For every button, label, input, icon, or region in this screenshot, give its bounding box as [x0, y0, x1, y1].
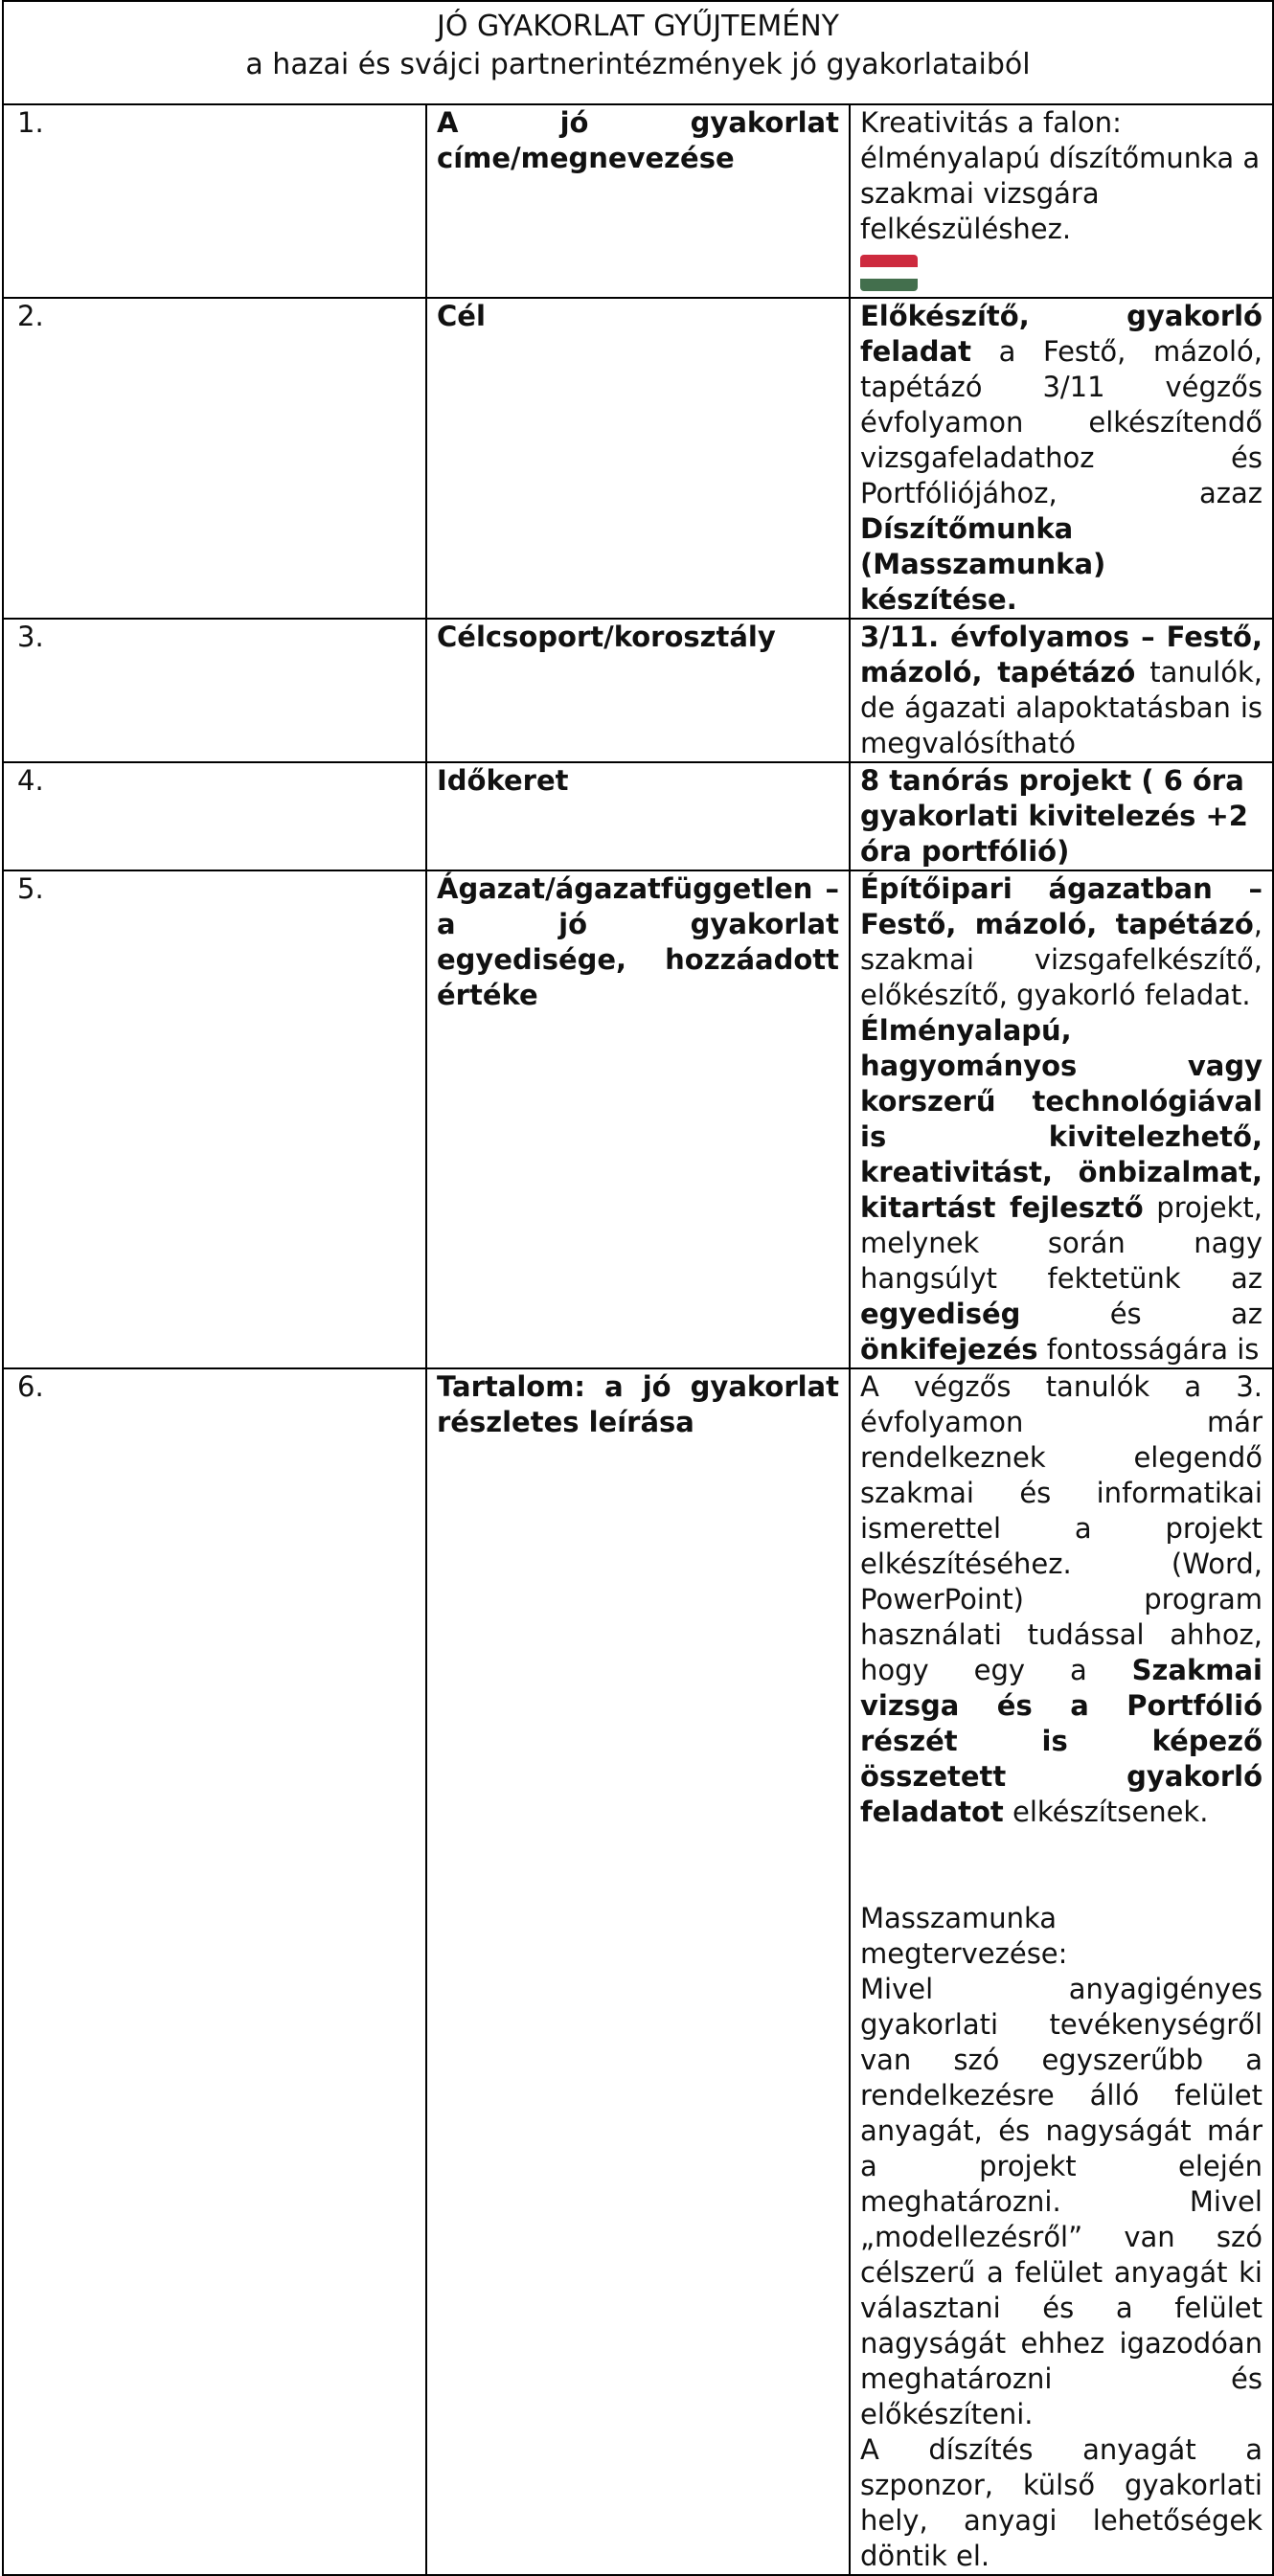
document-title: JÓ GYAKORLAT GYŰJTEMÉNY	[437, 10, 839, 43]
sector-bold-1: Építőipari ágazatban – Festő, mázoló, tapétázó	[860, 872, 1263, 940]
table-header-cell	[3, 1, 1273, 104]
row-content	[850, 298, 1273, 619]
content-text-1: A végzős tanulók a 3. évfolyamon már rendelkeznek elegendő szakmai és informatikai ismerettel a projekt elkészítéséhez. (Word, PowerPoint) program használati tudással ahhoz, hogy egy a	[860, 1370, 1263, 1686]
row-number: 3.	[3, 619, 426, 762]
sector-bold-2: Élményalapú, hagyományos vagy korszerű technológiával is kivitelezhető, kreativitást, önbizalmat, kitartást fejlesztő	[860, 1014, 1263, 1224]
table-header-row	[3, 1, 1273, 104]
good-practice-table	[2, 0, 1274, 2576]
row-number: 1.	[3, 104, 426, 298]
content-paragraph-1	[860, 1369, 1263, 1830]
table-row	[3, 619, 1273, 762]
row-label: Tartalom: a jó gyakorlat részletes leírása	[426, 1368, 850, 2575]
row-content	[850, 870, 1273, 1368]
row-number: 6.	[3, 1368, 426, 2575]
goal-bold-1: Előkészítő, gyakorló feladat	[860, 300, 1263, 368]
sector-bold-4: önkifejezés	[860, 1333, 1038, 1366]
content-bold-1: Szakmai vizsga és a Portfólió részét is képező összetett gyakorló feladatot	[860, 1654, 1263, 1828]
row-content	[850, 104, 1273, 298]
timeframe-bold: 8 tanórás projekt ( 6 óra gyakorlati kivitelezés +2 óra portfólió)	[860, 764, 1248, 868]
content-paragraph-3: Mivel anyagigényes gyakorlati tevékenységről van szó egyszerűbb a rendelkezésre álló felület anyagát, és nagyságát már a projekt elején meghatározni. Mivel „modellezésről” van szó célszerű a felület anyagát ki választani és a felület nagyságát ehhez igazodóan meghatározni és előkészíteni.	[860, 1973, 1263, 2430]
goal-bold-2: Díszítőmunka (Masszamunka) készítése.	[860, 512, 1106, 616]
sector-text-3: és az	[1020, 1298, 1263, 1330]
row-number: 2.	[3, 298, 426, 619]
document-subtitle: a hazai és svájci partnerintézmények jó gyakorlataiból	[245, 48, 1031, 81]
table-row	[3, 762, 1273, 870]
row-label: Időkeret	[426, 762, 850, 870]
target-text: tanulók, de ágazati alapoktatásban is megvalósítható	[860, 656, 1263, 759]
row-content	[850, 1368, 1273, 2575]
table-row	[3, 1368, 1273, 2575]
sector-bold-3: egyediség	[860, 1298, 1021, 1330]
row-number: 4.	[3, 762, 426, 870]
row-label: Cél	[426, 298, 850, 619]
sector-text-2: projekt, melynek során nagy hangsúlyt fektetünk az	[860, 1191, 1263, 1295]
sector-text-4: fontosságára is	[1037, 1333, 1260, 1366]
row-content	[850, 619, 1273, 762]
table-row	[3, 298, 1273, 619]
practice-title-text: Kreativitás a falon: élményalapú díszítőmunka a szakmai vizsgára felkészüléshez.	[860, 106, 1261, 245]
content-text-2: elkészítsenek.	[1003, 1796, 1209, 1828]
sector-text-1: , szakmai vizsgafelkészítő, előkészítő, gyakorló feladat.	[860, 908, 1263, 1011]
row-label: Célcsoport/korosztály	[426, 619, 850, 762]
row-label: Ágazat/ágazatfüggetlen – a jó gyakorlat egyedisége, hozzáadott értéke	[426, 870, 850, 1368]
row-content	[850, 762, 1273, 870]
table-row	[3, 870, 1273, 1368]
content-paragraph-2: Masszamunka megtervezése:	[860, 1902, 1068, 1970]
hungarian-flag-icon	[860, 255, 918, 291]
content-paragraph-4: A díszítés anyagát a szponzor, külső gyakorlati hely, anyagi lehetőségek döntik el.	[860, 2433, 1263, 2572]
table-row	[3, 104, 1273, 298]
goal-text-1: a Festő, mázoló, tapétázó 3/11 végzős évfolyamon elkészítendő vizsgafeladathoz és Portfóliójához, azaz	[860, 335, 1263, 509]
row-number: 5.	[3, 870, 426, 1368]
target-bold: 3/11. évfolyamos – Festő, mázoló, tapétázó	[860, 621, 1263, 689]
row-label: A jó gyakorlat címe/megnevezése	[426, 104, 850, 298]
